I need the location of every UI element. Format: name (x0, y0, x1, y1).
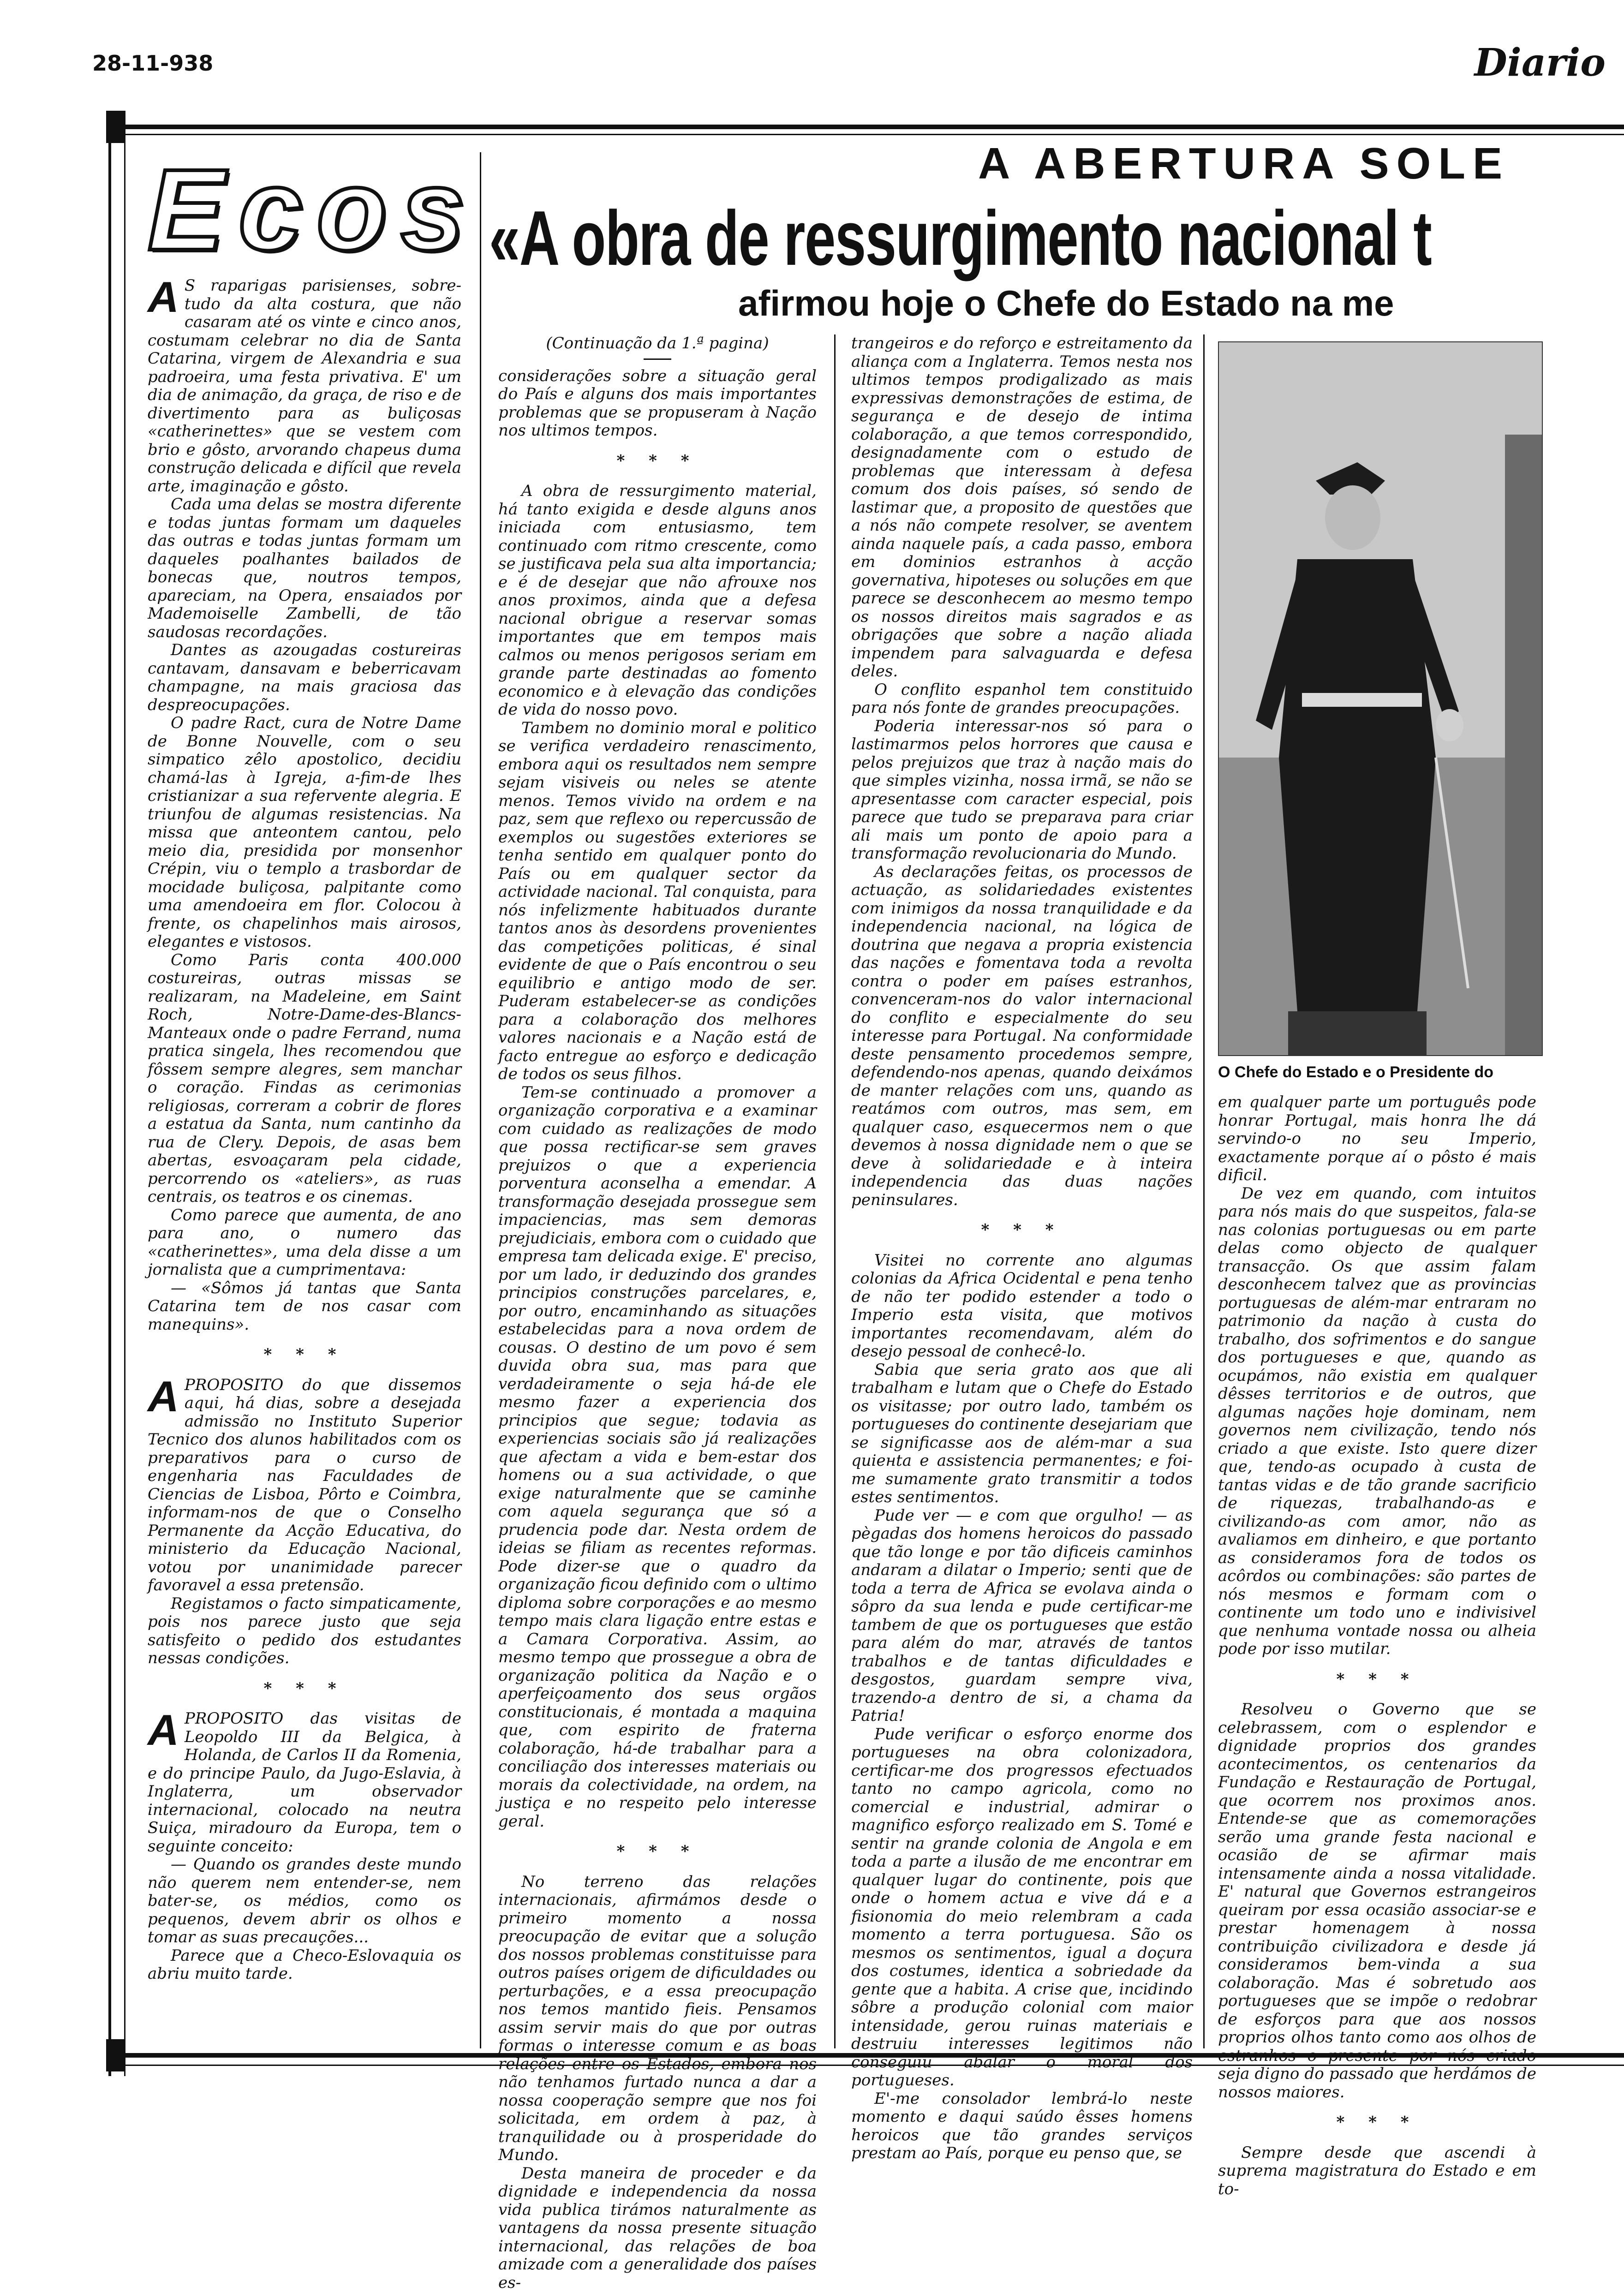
section-separator: * * * (1218, 1671, 1536, 1689)
article-paragraph: Poderia interessar-nos só para o lastimarmos pelos horrores que causa e pelos prejuizos que traz à nação mais do que simples vizinha, nossa irmã, se não se apresentasse com caracter especial, pois parece que tudo se preparava para criar ali mais um ponto de apoio para a transformação revolucionaria do Mundo. (851, 717, 1193, 863)
article-paragraph: Tem-se continuado a promover a organização corporativa e a examinar com cuidado as realizações de modo que possa rectificar-se sem graves prejuizos o que a experiencia porventura aconselha a emendar. A transformação desejada prossegue sem impaciencias, mas sem demoras prejudiciais, embora com o cuidado que empresa tam delicada exige. E' preciso, por um lado, ir deduzindo dos grandes principios construções parcelares, e, por outro, encaminhando as situações estabelecidas para a nova ordem de cousas. O destino de um povo é sem duvida obra sua, mas para que verdadeiramente o seja há-de ele mesmo fazer a experiencia dos principios que segue; todavia as experiencias sociais são já realizações que afectam a vida e bem-estar dos homens ou a sua actividade, o que exige naturalmente que se caminhe com aquela segurança que só a prudencia pode dar. Nesta ordem de ideias se filiam as recentes reformas. Pode dizer-se que o quadro da organização ficou definido com o ultimo diploma sobre corporações e ao mesmo tempo mais clara ligação entre estas e a Camara Corporativa. Assim, ao mesmo tempo que prossegue a obra de organização politica da Nação e o aperfeiçoamento dos seus orgãos constitucionais, é montada a maquina que, com espirito de fraterna colaboração, há-de trabalhar para a conciliação dos interesses materiais ou morais da colectividade, na ordem, na justiça e no respeito pelo interesse geral. (498, 1084, 817, 1831)
article-paragraph: Pude verificar o esforço enorme dos portugueses na obra colonizadora, certificar-me dos progressos efectuados tanto no campo agricola, como no comercial e industrial, admirar o magnifico esforço realizado em S. Tomé e sentir na grande colonia de Angola e em toda a parte a ilusão de me encontrar em qualquer lugar do continente, pois que onde o homem actua e vive dá e a fisionomia do meio relembram a cada momento a terra portuguesa. São os mesmos os sentimentos, igual a doçura dos costumes, identica a sobriedade da gente que a habita. A crise que, incidindo sôbre a produção colonial com maior intensidade, gerou ruinas materiais e destruiu interesses legitimos não conseguiu abalar o moral dos portugueses. (851, 1725, 1193, 2090)
article-paragraph: Tambem no dominio moral e politico se verifica verdadeiro renascimento, embora aqui os resultados nem sempre sejam visiveis ou neles se atente menos. Temos vivido na ordem e na paz, sem que reflexo ou repercussão de exemplos ou sugestões exteriores se tenha sentido em qualquer ponto do País ou em qualquer sector da actividade nacional. Tal conquista, para nós infelizmente habituados durante tantos anos às desordens provenientes das competições politicas, é sinal evidente de que o País encontrou o seu equilibrio e antigo modo de ser. Puderam estabelecer-se as condições para a colaboração dos melhores valores nacionais e a Nação está de facto entregue ao esforço e dedicação de todos os seus filhos. (498, 719, 817, 1084)
article-paragraph: O conflito espanhol tem constituido para nós fonte de grandes preocupações. (851, 681, 1193, 717)
section-separator: * * * (498, 1843, 817, 1861)
ecos-paragraph: O padre Ract, cura de Notre Dame de Bonne Nouvelle, com o seu simpatico zêlo apostolico, decidiu chamá-las à Igreja, a-fim-de lhes cristianizar a sua referventе alegria. E triunfou de algumas resistencias. Na missa que anteontem cantou, pelo meio dia, presidida por monsenhor Crépin, viu o templo a trasbordar de mocidade buliçosa, palpitante como uma amendoeira em flor. Colocou à frente, os chapelinhos mais airosos, elegantes e vistosos. (148, 714, 461, 951)
ecos-column (148, 277, 461, 2048)
left-border-mark (106, 111, 125, 143)
section-separator: * * * (498, 452, 817, 471)
article-column-2 (498, 334, 817, 2051)
column-rule (834, 334, 836, 2048)
drop-cap: A (148, 279, 179, 316)
article-paragraph: Desta maneira de proceder e da dignidade e independencia da nossa vida publica tirámos naturalmente as vantagens da nossa presente situação internacional, das relações de boa amizade com a generalidade dos países es- (498, 2165, 817, 2292)
article-paragraph: A obra de ressurgimento material, há tanto exigida e desde alguns anos iniciada com entusiasmo, tem continuado com ritmo crescente, como se justificava pela sua alta importancia; e é de desejar que não afrouxe nos anos proximos, ainda que a defesa nacional obrigue a reservar somas importantes que em tempos mais calmos ou menos perigosos seriam em grande parte destinadas ao fomento economico e à elevação das condições de vida do nosso povo. (498, 482, 817, 719)
article-paragraph: E'-me consolador lembrá-lo neste momento e daqui saúdo êsses homens heroicos que tão grandes serviços prestam ao País, porque eu penso que, se (851, 2090, 1193, 2163)
section-separator: * * * (851, 1221, 1193, 1240)
section-separator: * * * (148, 1346, 461, 1364)
ecos-paragraph: — «Sômos já tantas que Santa Catarina tem de nos casar com manequins». (148, 1279, 461, 1334)
article-headline: «A obra de ressurgimento nacional t (489, 194, 1431, 283)
article-subhead: afirmou hoje o Chefe do Estado na me (738, 282, 1394, 324)
continuation-note: (Continuação da 1.ª pagina) (498, 334, 817, 353)
article-paragraph: em qualquer parte um português pode honrar Portugal, mais honra lhe dá servindo-o no seu Imperio, exactamente porque aí o pôsto é mais dificil. (1218, 1093, 1536, 1185)
article-paragraph: Sempre desde que ascendi à suprema magistratura do Estado e em to- (1218, 2144, 1536, 2199)
ecos-paragraph: Como parece que aumenta, de ano para ano, o numero das «catherinettes», uma dela disse a um jornalista que a cumprimentava: (148, 1206, 461, 1279)
article-paragraph: Resolveu o Governo que se celebrassem, com o esplendor e dignidade proprios dos grandes acontecimentos, os centenarios da Fundação e Restauração de Portugal, que ocorrem nos proximos anos. Entende-se que as comemorações serão uma grande festa nacional e ocasião de se afirmar mais intensamente ainda a nossa vitalidade. E' natural que Governos estrangeiros queiram por essa ocasião associar-se e prestar homenagem à nossa contribuição civilizadora e desde já consideramos bem-vinda a sua colaboração. Mas é sobretudo aos portugueses que se impõe o redobrar de esforços para que aos nossos proprios olhos tanto como aos olhos de estranhos o presente por nós criado seja digno do passado que herdámos de nossos maiores. (1218, 1701, 1536, 2101)
drop-cap: A (148, 1712, 179, 1749)
section-separator: * * * (1218, 2113, 1536, 2132)
top-rule-thin (106, 134, 1624, 135)
article-paragraph: considerações sobre a situação geral do País e alguns dos mais importantes problemas que se propuseram à Nação nos ultimos tempos. (498, 367, 817, 440)
article-paragraph: De vez em quando, com intuitos para nós mais do que suspeitos, fala-se nas colonias portuguesas ou em parte delas como objecto de qualquer transacção. Os que assim falam desconhecem talvez que as provincias portuguesas de além-mar entraram no patrimonio da nação à custa do trabalho, dos sofrimentos e do sangue dos portugueses e que, quando as ocupámos, não existia em qualquer dêsses territorios e de outros, que algumas nações hoje dominam, nem governos nem civilização, tendo nós criado a que existe. Isto quere dizer que, tendo-as ocupado à custa de tantas vidas e de tão grande sacrificio de riquezas, trabalhando-as e civilizando-as com amor, não as avaliamos em dinheiro, e que portanto as consideramos fora de todos os acôrdos ou combinações: são partes de nós mesmos e formam com o continente um todo uno e indivisivel que nenhuma vontade nossa ou alheia pode por isso mutilar. (1218, 1185, 1536, 1659)
ecos-paragraph: APROPOSITO do que dissemos aqui, há dias, sobre a desejada admissão no Instituto Superior Tecnico dos alunos habilitados com os preparativos para o curso de engenharia nas Faculdades de Ciencias de Lisboa, Pôrto e Coimbra, informam-nos de que o Conselho Permanente da Acção Educativa, do ministerio da Educação Nacional, votou por unanimidade parecer favoravel a essa pretensão. (148, 1376, 461, 1595)
ecos-paragraph: Parece que a Checo-Eslovaquia os abriu muito tarde. (148, 1947, 461, 1983)
ecos-paragraph: Registamos o facto simpaticamente, pois nos parece justo que seja satisfeito o pedido dos estudantes nessas condições. (148, 1595, 461, 1668)
drop-cap: A (148, 1378, 179, 1415)
article-column-3 (851, 334, 1193, 2051)
masthead: Diario (1475, 41, 1606, 85)
issue-date: 28-11-938 (92, 51, 213, 76)
ecos-paragraph: Dantes as azougadas costureiras cantavam, dansavam e beberricavam champagne, na mais graciosa das despreocupações. (148, 641, 461, 714)
column-rule (480, 152, 481, 2048)
photo-figure-silhouette (1219, 342, 1542, 1055)
ecos-paragraph: Cada uma delas se mostra diferente e todas juntas formam um daqueles das outras e todas juntas formam um daqueles poalhantes bailados de bonecas que, noutros tempos, apareciam, na Opera, ensaiados por Mademoiselle Zambelli, de tão saudosas recordações. (148, 495, 461, 641)
article-paragraph: trangeiros e do reforço e estreitamento da aliança com a Inglaterra. Temos nesta nos ultimos tempos prodigalizado as mais expressivas demonstrações de estima, de segurança e de desejo de intima colaboração, a que temos correspondido, designadamente com o estudo de problemas que interessam à defesa comum dos dois países, só sendo de lastimar que, a proposito de questões que a nós não compete resolver, se aventem ainda naquele país, a cada passo, embora em dominios estranhos à acção governativa, hipoteses ou soluções em que parece se desconhecem ao mesmo tempo os nossos direitos mais sagrados e as obrigações que sobre a nação aliada impendem para salvaguarda e defesa deles. (851, 334, 1193, 681)
article-paragraph: Sabia que seria grato aos que ali trabalham e lutam que o Chefe do Estado os visitasse; por outro lado, também os portugueses do continente desejariam que se significasse aos de além-mar a sua quieнta e assistencia permanentes; e foi-me sumamente grato transmitir a todos estes sentimentos. (851, 1361, 1193, 1507)
article-column-4 (1218, 1093, 1536, 2048)
column-rule (1203, 334, 1205, 2048)
left-border (108, 111, 125, 2076)
news-photo (1218, 341, 1543, 1056)
left-border-mark (106, 2039, 125, 2071)
top-rule (106, 125, 1624, 129)
article-paragraph: As declarações feitas, os processos de actuação, as solidariedades existentes com inimigos da nossa tranquilidade e da independencia nacional, na lógica de doutrina que negava a propria existencia das nações e fomentava toda a revolta contra o poder em países estranhos, convenceram-nos do valor internacional do conflito e especialmente do seu interesse para Portugal. Na conformidade deste pensamento procedemos sempre, defendendo-nos apenas, quando deixámos de manter relações com uns, quando as reatámos com outros, mas sem, em qualquer caso, esquecermos nem o que devemos à nossa dignidade nem o que se deve à solidariedade e à inteira independencia das duas nações peninsulares. (851, 863, 1193, 1210)
ecos-title: Ecos (148, 152, 471, 268)
ecos-paragraph: Como Paris conta 400.000 costureiras, outras missas se realizaram, na Madeleine, em Saint Roch, Notre-Dame-des-Blancs-Manteaux onde o padre Ferrand, numa pratica singela, lhes recomendou que fôssem sempre alegres, sem manchar o coração. Findas as cerimonias religiosas, correram a cobrir de flores a estatua da Santa, num cantinho da rua de Clery. Depois, de asas bem abertas, esvoaçaram pela cidade, percorrendo os «ateliers», as ruas centrais, os teatros e os cinemas. (148, 951, 461, 1206)
article-paragraph: Visitei no corrente ano algumas colonias da Africa Ocidental e pena tenho de não ter podido estender a todo o Imperio esta visita, que motivos importantes recomendavam, além do desejo pessoal de conhecê-lo. (851, 1252, 1193, 1361)
photo-caption: O Chefe do Estado e o Presidente do (1218, 1063, 1541, 1081)
continuation-rule (644, 358, 671, 360)
ecos-paragraph: A S raparigas parisienses, sobre-tudo da alta costura, que não casaram até os vinte e cinco anos, costumam celebrar no dia de Santa Catarina, virgem de Alexandria e sua padroeira, uma festa privativa. E' um dia de animação, da graça, de riso e de divertimento para as buliçosas «catherinettes» que se vestem com brio e gôsto, arvorando chapeus duma construção delicada e difícil que revela arte, imaginação e gôsto. (148, 277, 461, 495)
ecos-paragraph: — Quando os grandes deste mundo não querem nem entender-se, nem bater-se, os médios, como os pequenos, devem abrir os olhos e tomar as suas precauções... (148, 1856, 461, 1947)
ecos-paragraph: APROPOSITO das visitas de Leopoldo III da Belgica, à Holanda, de Carlos II da Romenia, e do principe Paulo, da Jugo-Eslavia, à Inglaterra, um observador internacional, colocado na neutra Suiça, miradouro da Europa, tem o seguinte conceito: (148, 1710, 461, 1856)
section-separator: * * * (148, 1680, 461, 1698)
article-paragraph: No terreno das relações internacionais, afirmámos desde o primeiro momento a nossa preocupação de evitar que a solução dos nossos problemas constituisse para outros países origem de dificuldades ou perturbações, e a essa preocupação nos temos mantido fieis. Pensamos assim servir mais do que por outras formas o interesse comum e as boas relações entre os Estados, embora nos não tenhamos furtado nunca a dar a nossa cooperação sempre que nos foi solicitada, em ordem à paz, à tranquilidade ou à prosperidade do Mundo. (498, 1873, 817, 2165)
article-kicker: A ABERTURA SOLE (978, 138, 1510, 189)
article-paragraph: Pude ver — e com que orgulho! — as pègadas dos homens heroicos do passado que tão longe e por tão dificeis caminhos andaram a dilatar o Imperio; senti que de toda a terra de Africa se evolava ainda o sôpro da sua lenda e pude certificar-me tambem de que os portugueses que estão para além do mar, através de tantos trabalhos e de tantas dificuldades e desgostos, guardam sempre viva, trazendo-a dentro de si, a chama da Patria! (851, 1507, 1193, 1725)
